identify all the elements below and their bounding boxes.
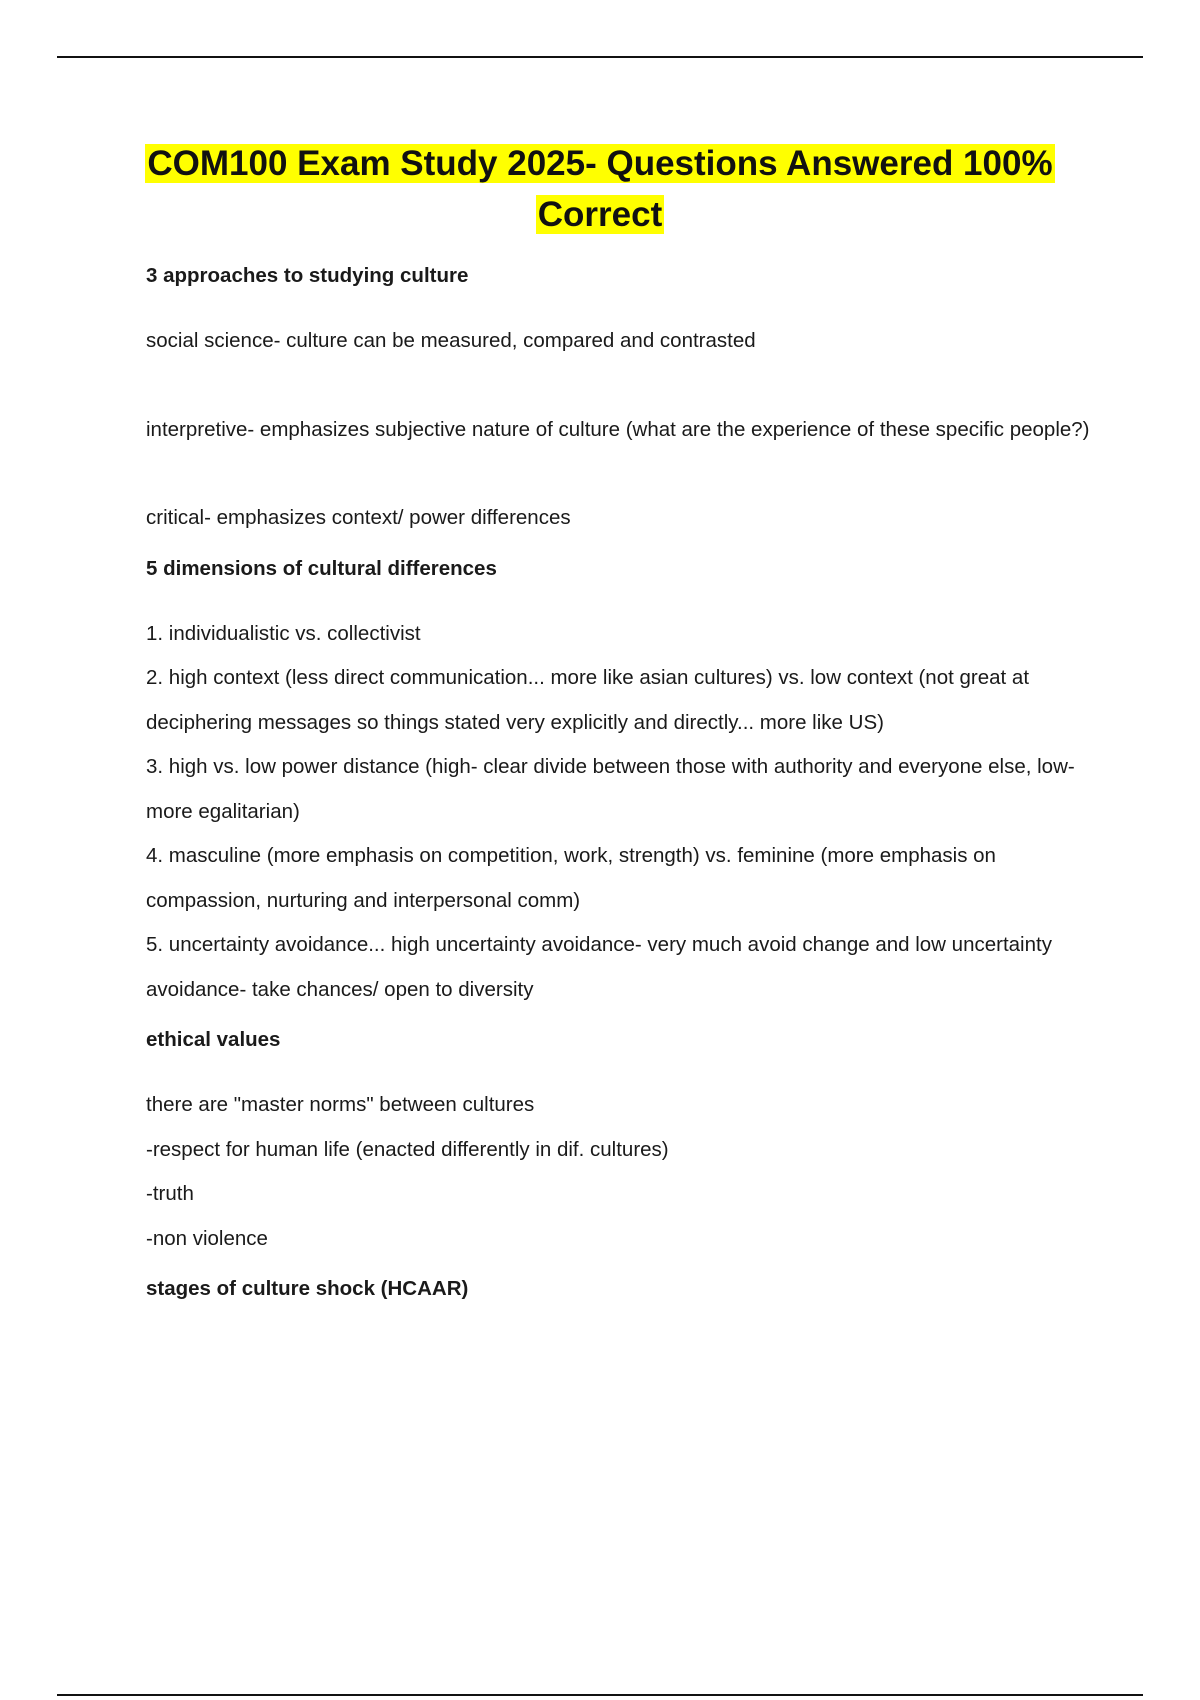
answer-line: critical- emphasizes context/ power differences	[146, 506, 571, 529]
answer-line: -non violence	[146, 1226, 268, 1250]
document-body	[146, 258, 1106, 1307]
answer-line: 2. high context (less direct communication... more like asian cultures) vs. low context (not great at deciphering messages so things stated very explicitly and directly... more like US)	[146, 666, 1030, 734]
answer-line: social science- culture can be measured, compared and contrasted	[146, 329, 756, 352]
answer-line: there are "master norms" between cultures	[146, 1093, 535, 1116]
header-rule	[57, 56, 1143, 58]
answer-line: -truth	[146, 1182, 194, 1205]
question-heading: 3 approaches to studying culture	[146, 264, 469, 287]
answer-line: 3. high vs. low power distance (high- clear divide between those with authority and everyone else, low- more egalitarian)	[146, 755, 1075, 823]
answer-line: 1. individualistic vs. collectivist	[146, 621, 421, 645]
question-heading: stages of culture shock (HCAAR)	[146, 1277, 469, 1300]
question-heading: 5 dimensions of cultural differences	[146, 556, 497, 580]
document-title	[100, 138, 1100, 240]
answer-line: 4. masculine (more emphasis on competition, work, strength) vs. feminine (more emphasis on compassion, nurturing and interpersonal comm)	[146, 844, 996, 912]
answer-line: -respect for human life (enacted differently in dif. cultures)	[146, 1137, 669, 1161]
question-heading: ethical values	[146, 1028, 281, 1051]
footer-rule	[57, 1694, 1143, 1696]
answer-line: interpretive- emphasizes subjective nature of culture (what are the experience of these specific people?)	[146, 417, 1090, 441]
answer-line: 5. uncertainty avoidance... high uncertainty avoidance- very much avoid change and low uncertainty avoidance- take chances/ open to diversity	[146, 933, 1052, 1001]
title-highlight: COM100 Exam Study 2025- Questions Answered 100% Correct	[147, 144, 1053, 234]
